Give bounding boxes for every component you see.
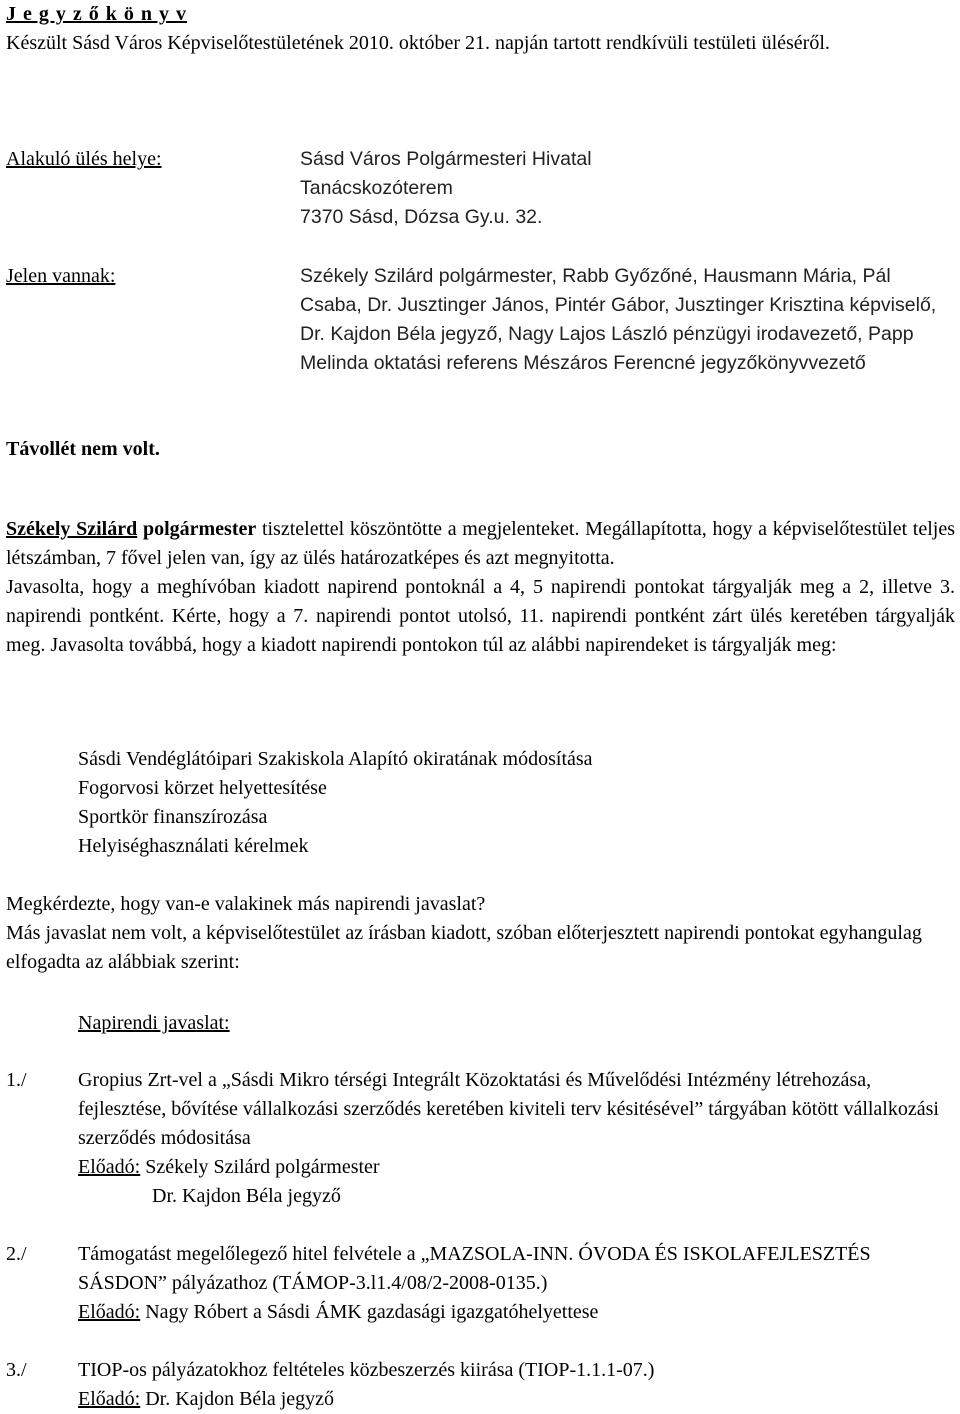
agenda-heading: Napirendi javaslat: — [78, 1012, 230, 1034]
agenda-presenter — [78, 1298, 953, 1327]
agenda-item-text: Gropius Zrt-vel a „Sásdi Mikro térségi Integrált Közoktatási és Művelődési Intézmény létrehozása, fejlesztése, bővítése vállalkozási szerződés keretében kiviteli terv késitésével” tárgyában kötött vállalkozási szerződés módositása — [78, 1069, 939, 1149]
agenda-presenter — [78, 1153, 953, 1182]
presenter-name: Dr. Kajdon Béla jegyző — [140, 1388, 335, 1410]
presenter-name: Nagy Róbert a Sásdi ÁMK gazdasági igazgatóhelyettese — [140, 1301, 599, 1323]
proposal-paragraph: Javasolta, hogy a meghívóban kiadott napirend pontoknál a 4, 5 napirendi pontokat tárgyalják meg a 2, illetve 3. napirendi pontként. Kérte, hogy a 7. napirendi pontot utolsó, 11. napirendi pontként zárt ülés keretében tárgyalják meg. Javasolta továbbá, hogy a kiadott napirendi pontokon túl az alábbi napirendeket is tárgyalják meg: — [6, 576, 955, 656]
agenda-item-text: TIOP-os pályázatokhoz feltételes közbeszerzés kiirása (TIOP-1.1.1-07.) — [78, 1359, 655, 1381]
agenda-presenter-secondary: Dr. Kajdon Béla jegyző — [152, 1185, 341, 1207]
acceptance-paragraph: Más javaslat nem volt, a képviselőtestület az írásban kiadott, szóban előterjesztett napirendi pontokat egyhangulag elfogadta az alábbiak szerint: — [6, 922, 922, 973]
agenda-number: 2./ — [6, 1243, 27, 1265]
list-item: Fogorvosi körzet helyettesítése — [78, 777, 327, 799]
venue-value — [300, 145, 955, 232]
venue-line: Tanácskozóterem — [300, 177, 453, 199]
opening-paragraph — [6, 515, 955, 573]
speaker-title: polgármester — [142, 518, 257, 540]
agenda-item — [78, 1240, 953, 1327]
agenda-presenter — [78, 1385, 953, 1414]
venue-line: Sásd Város Polgármesteri Hivatal — [300, 148, 592, 170]
venue-label: Alakuló ülés helye: — [6, 148, 162, 170]
intro-paragraph: Készült Sásd Város Képviselőtestületének 2010. október 21. napján tartott rendkívüli testületi üléséről. — [6, 32, 830, 54]
presenter-label: Előadó: — [78, 1301, 141, 1323]
venue-line: 7370 Sásd, Dózsa Gy.u. 32. — [300, 206, 543, 228]
document-title: J e g y z ő k ö n y v — [6, 3, 187, 25]
agenda-item — [78, 1066, 953, 1211]
agenda-item-text: Támogatást megelőlegező hitel felvétele a „MAZSOLA-INN. ÓVODA ÉS ISKOLAFEJLESZTÉS SÁSDON” pályázathoz (TÁMOP-3.l1.4/08/2-2008-0135.) — [78, 1243, 871, 1294]
question-line: Megkérdezte, hogy van-e valakinek más napirendi javaslat? — [6, 893, 486, 915]
opening-section — [6, 515, 955, 660]
speaker-name: Székely Szilárd — [6, 518, 138, 540]
list-item: Helyiséghasználati kérelmek — [78, 835, 309, 857]
present-label: Jelen vannak: — [6, 265, 116, 287]
list-item: Sportkör finanszírozása — [78, 806, 268, 828]
presenter-name: Székely Szilárd polgármester — [140, 1156, 380, 1178]
presenter-label: Előadó: — [78, 1388, 141, 1410]
agenda-number: 3./ — [6, 1359, 27, 1381]
present-list: Székely Szilárd polgármester, Rabb Győzőné, Hausmann Mária, Pál Csaba, Dr. Jusztinger János, Pintér Gábor, Jusztinger Krisztina képviselő, Dr. Kajdon Béla jegyző, Nagy Lajos László pénzügyi irodavezető, Papp Melinda oktatási referens Mészáros Ferencné jegyzőkönyvvezető — [300, 265, 937, 374]
question-section — [6, 890, 955, 977]
absence-note: Távollét nem volt. — [6, 438, 160, 460]
list-item: Sásdi Vendéglátóipari Szakiskola Alapító okiratának módosítása — [78, 748, 593, 770]
presenter-label: Előadó: — [78, 1156, 141, 1178]
agenda-number: 1./ — [6, 1069, 27, 1091]
opening-text: tisztelettel köszöntötte a megjelenteket. Megállapította, hogy a képviselőtestület teljes létszámban, 7 fővel jelen van, így az ülés határozatképes és azt megnyitotta. — [6, 518, 956, 569]
extra-topics-list — [78, 745, 948, 861]
agenda-item — [78, 1356, 953, 1414]
